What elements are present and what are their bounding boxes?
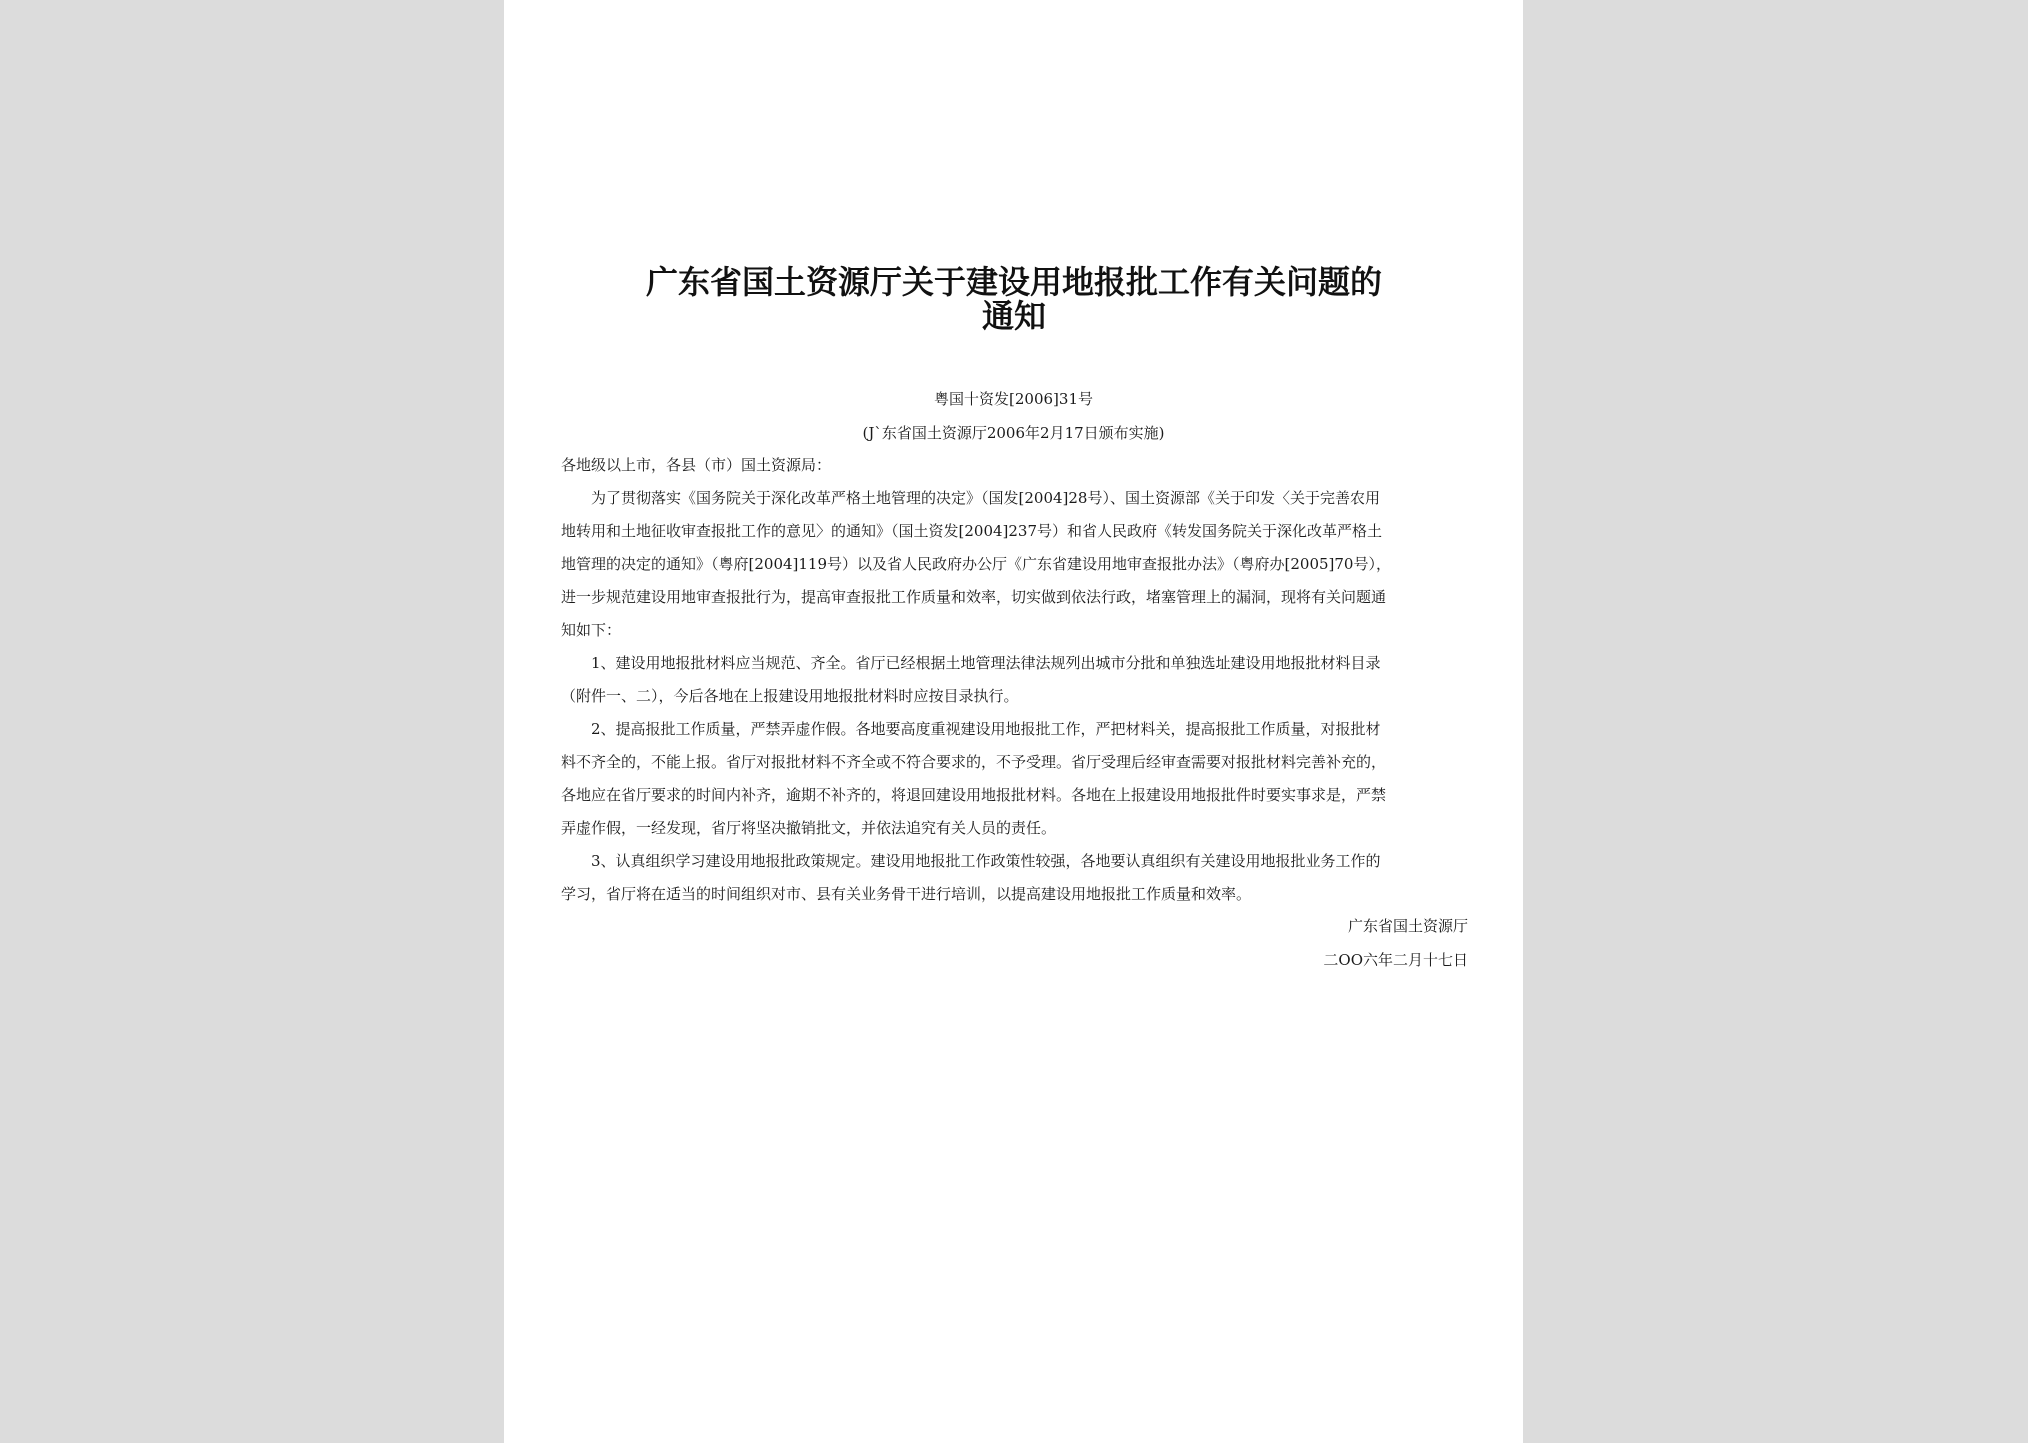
- body-line: 3、认真组织学习建设用地报批政策规定。建设用地报批工作政策性较强，各地要认真组织有关建设用地报批业务工作的: [561, 852, 1381, 870]
- body-line: 进一步规范建设用地审查报批行为，提高审查报批工作质量和效率，切实做到依法行政，堵塞管理上的漏洞，现将有关问题通: [561, 588, 1387, 606]
- signature: 广东省国土资源厅: [1347, 917, 1468, 935]
- body-line: 知如下：: [561, 621, 622, 639]
- document-title-line-2: 通知: [981, 297, 1046, 335]
- body-line: 弄虚作假，一经发现，省厅将坚决撤销批文，并依法追究有关人员的责任。: [561, 819, 1057, 837]
- body-line: （附件一、二），今后各地在上报建设用地报批材料时应按目录执行。: [561, 687, 1019, 705]
- body-line: 为了贯彻落实《国务院关于深化改革严格土地管理的决定》（国发[2004]28号）、国土资源部《关于印发〈关于完善农用: [561, 489, 1380, 507]
- salutation: 各地级以上市，各县（市）国土资源局：: [561, 456, 832, 474]
- body-line: 学习，省厅将在适当的时间组织对市、县有关业务骨干进行培训，以提高建设用地报批工作质量和效率。: [561, 885, 1252, 903]
- body-line: 地转用和土地征收审查报批工作的意见〉的通知》（国土资发[2004]237号）和省人民政府《转发国务院关于深化改革严格土: [561, 522, 1383, 540]
- document-page: [504, 0, 1523, 1443]
- document-date: 二OO六年二月十七日: [1323, 951, 1468, 969]
- body-line: 料不齐全的，不能上报。省厅对报批材料不齐全或不符合要求的，不予受理。省厅受理后经审查需要对报批材料完善补充的，: [561, 753, 1387, 771]
- body-line: 1、建设用地报批材料应当规范、齐全。省厅已经根据土地管理法律法规列出城市分批和单独选址建设用地报批材料目录: [561, 654, 1381, 672]
- document-number: 粤国十资发[2006]31号: [934, 390, 1093, 408]
- promulgation-note: (J`东省国土资源厅2006年2月17日颁布实施): [862, 424, 1165, 442]
- document-title-line-1: 广东省国土资源厅关于建设用地报批工作有关问题的: [645, 263, 1382, 301]
- body-line: 地管理的决定的通知》（粤府[2004]119号）以及省人民政府办公厅《广东省建设用地审查报批办法》（粤府办[2005]70号），: [561, 555, 1391, 573]
- body-line: 各地应在省厅要求的时间内补齐，逾期不补齐的，将退回建设用地报批材料。各地在上报建设用地报批件时要实事求是，严禁: [561, 786, 1387, 804]
- body-line: 2、提高报批工作质量，严禁弄虚作假。各地要高度重视建设用地报批工作，严把材料关，提高报批工作质量，对报批材: [561, 720, 1381, 738]
